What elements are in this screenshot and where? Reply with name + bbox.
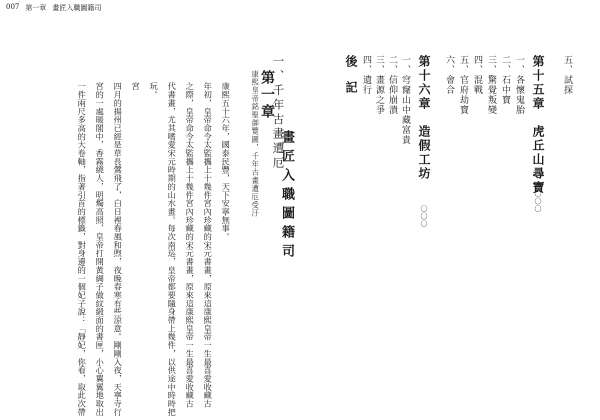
toc-item[interactable]: 五、試探 [562, 55, 572, 95]
chapter15-heading: 第十五章 虎丘山尋寶 [531, 55, 545, 195]
chapter-label: 第一章 [259, 70, 275, 121]
epigraph-quote: 康熙皇帝銘聖御覽圖，千年古畫遭厄受汙 [251, 70, 261, 218]
header-chapter-name: 畫匠入職圖籍司 [52, 4, 102, 12]
body-column-7: 四月的揚州已經是草長鶯飛了，白日裡春風和煦，夜晚春寒有些涼意。剛剛入夜，天寧寺行 [113, 82, 124, 416]
toc-item[interactable]: 二、石中寶 [500, 55, 510, 105]
body-column-9: 一件兩尺多高的大卷軸，指著引首的標籤，對身邊的一個妃子說：「靜妃，你看，取此次帶 [77, 82, 88, 416]
body-column-1: 康熙五十六年，國泰民豐，天下安寧無事。 [221, 82, 232, 241]
header-chapter: 第一章 [25, 4, 47, 12]
body-column-3: 之際，皇帝命令太監攜上十幾件宮內珍藏的宋元書畫，原來這康熙皇帝一生最喜愛收藏古 [185, 82, 196, 408]
toc-item[interactable]: 四、混戰 [472, 55, 482, 95]
toc-item[interactable]: 一、各懷鬼胎 [514, 55, 524, 115]
chapter16-heading: 第十六章 造假工坊 [417, 55, 431, 181]
postscript-heading: 後記 [344, 55, 358, 107]
toc-item[interactable]: 三、畫源之爭 [374, 55, 384, 115]
page-number: 007 [6, 3, 20, 11]
body-column-6: 宮 [131, 82, 142, 91]
toc-item[interactable]: 五、官府劫寶 [458, 55, 468, 115]
chapter16-pages: 〇〇〇 [420, 205, 428, 228]
toc-item[interactable]: 二、信仰崩潰 [387, 55, 397, 115]
body-column-5: 玩。 [149, 82, 160, 99]
section-title: 一、千年古畫遭厄 [271, 55, 286, 171]
toc-item[interactable]: 三、驚覺叛變 [486, 55, 496, 115]
body-column-8: 宮的一處暖閣中，香霧繞人，明燭高照，皇帝打開黃綢子做紋緞面的書匣，小心翼翼地取出 [95, 82, 106, 416]
body-column-2: 年初，皇帝命令太監攜上十幾件宮內珍藏的宋元書畫，原來這康熙皇帝一生最喜愛收藏古 [203, 82, 214, 408]
toc-item[interactable]: 一、穹窿山中藏富貴 [400, 55, 410, 145]
body-column-4: 代書畫，尤其嗜愛宋元時期的山水畫。每次南巡，皇帝都要隨身帶上幾件，以供途中時時把 [167, 82, 178, 416]
chapter15-pages: 〇〇〇 [534, 190, 542, 213]
chapter-title: 畫匠入職圖籍司 [279, 130, 294, 263]
toc-item[interactable]: 六、會合 [444, 55, 454, 95]
toc-item[interactable]: 四、遺行 [361, 55, 371, 95]
